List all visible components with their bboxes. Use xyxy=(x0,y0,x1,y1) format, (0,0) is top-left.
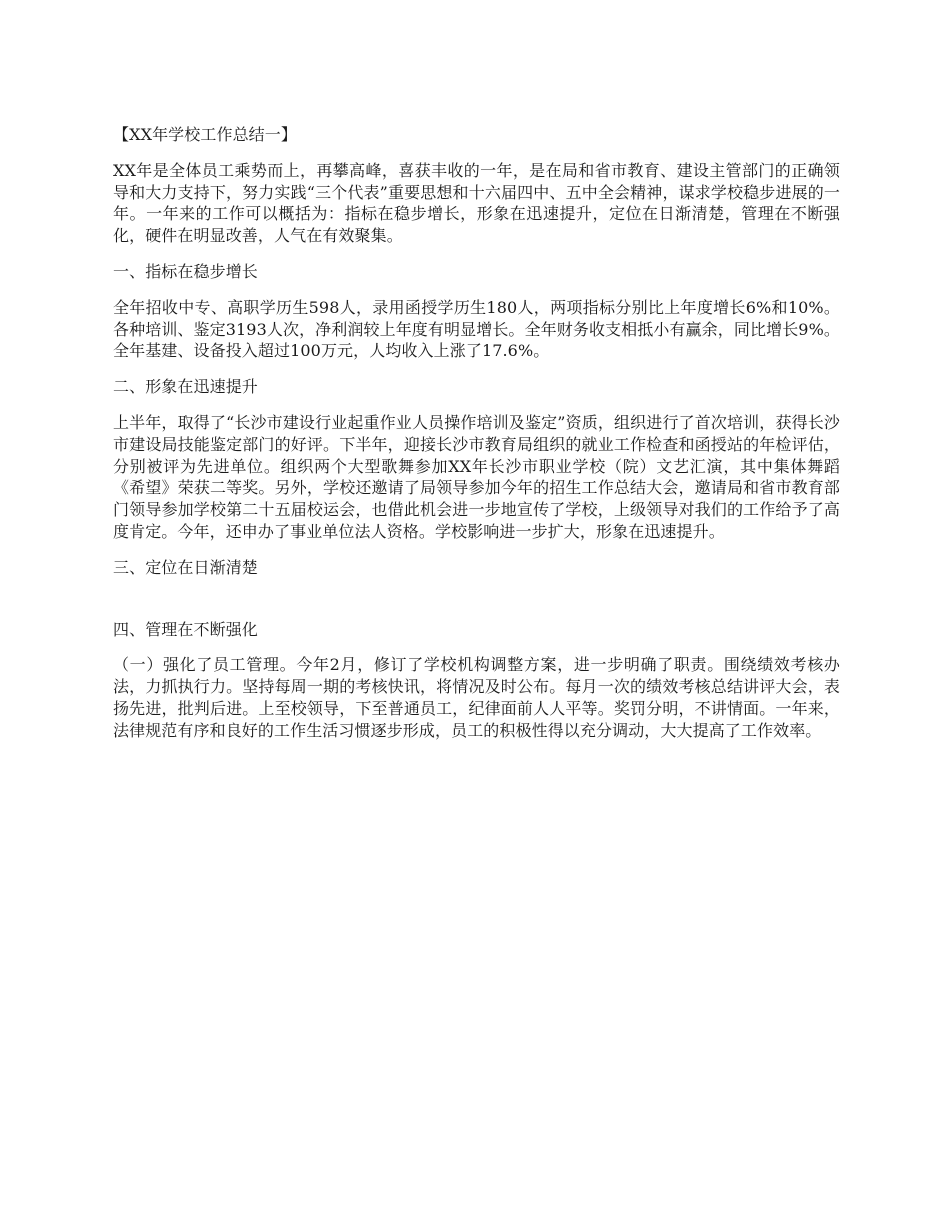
section-2-paragraph: 上半年，取得了“长沙市建设行业起重作业人员操作培训及鉴定”资质，组织进行了首次培训，获得长沙市建设局技能鉴定部门的好评。下半年，迎接长沙市教育局组织的就业工作检查和函授站的年检评估，分别被评为先进单位。组织两个大型歌舞参加XX年长沙市职业学校（院）文艺汇演，其中集体舞蹈《希望》荣获二等奖。另外，学校还邀请了局领导参加今年的招生工作总结大会，邀请局和省市教育部门领导参加学校第二十五届校运会，也借此机会进一步地宣传了学校，上级领导对我们的工作给予了高度肯定。今年，还申办了事业单位法人资格。学校影响进一步扩大，形象在迅速提升。 xyxy=(113,412,840,541)
section-4-paragraph: （一）强化了员工管理。今年2月，修订了学校机构调整方案，进一步明确了职责。围绕绩效考核办法，力抓执行力。坚持每周一期的考核快讯，将情况及时公布。每月一次的绩效考核总结讲评大会，表扬先进，批判后进。上至校领导，下至普通员工，纪律面前人人平等。奖罚分明，不讲情面。一年来，法律规范有序和良好的工作生活习惯逐步形成，员工的积极性得以充分调动，大大提高了工作效率。 xyxy=(113,655,840,740)
document-page xyxy=(113,124,840,756)
section-1-heading: 一、指标在稳步增长 xyxy=(113,261,258,281)
intro-paragraph: XX年是全体员工乘势而上，再攀高峰，喜获丰收的一年，是在局和省市教育、建设主管部门的正确领导和大力支持下，努力实践“三个代表”重要思想和十六届四中、五中全会精神，谋求学校稳步进展的一年。一年来的工作可以概括为：指标在稳步增长，形象在迅速提升，定位在日渐清楚，管理在不断强化，硬件在明显改善，人气在有效聚集。 xyxy=(113,160,840,246)
section-3-heading: 三、定位在日渐清楚 xyxy=(113,557,258,577)
section-4-heading: 四、管理在不断强化 xyxy=(113,619,258,639)
section-1-paragraph: 全年招收中专、高职学历生598人，录用函授学历生180人，两项指标分别比上年度增长6%和10%。各种培训、鉴定3193人次，净利润较上年度有明显增长。全年财务收支相抵小有赢余，同比增长9%。全年基建、设备投入超过100万元，人均收入上涨了17.6%。 xyxy=(113,297,840,361)
section-2-heading: 二、形象在迅速提升 xyxy=(113,377,258,397)
document-title: 【XX年学校工作总结一】 xyxy=(113,125,297,144)
blank-spacer xyxy=(113,593,840,619)
